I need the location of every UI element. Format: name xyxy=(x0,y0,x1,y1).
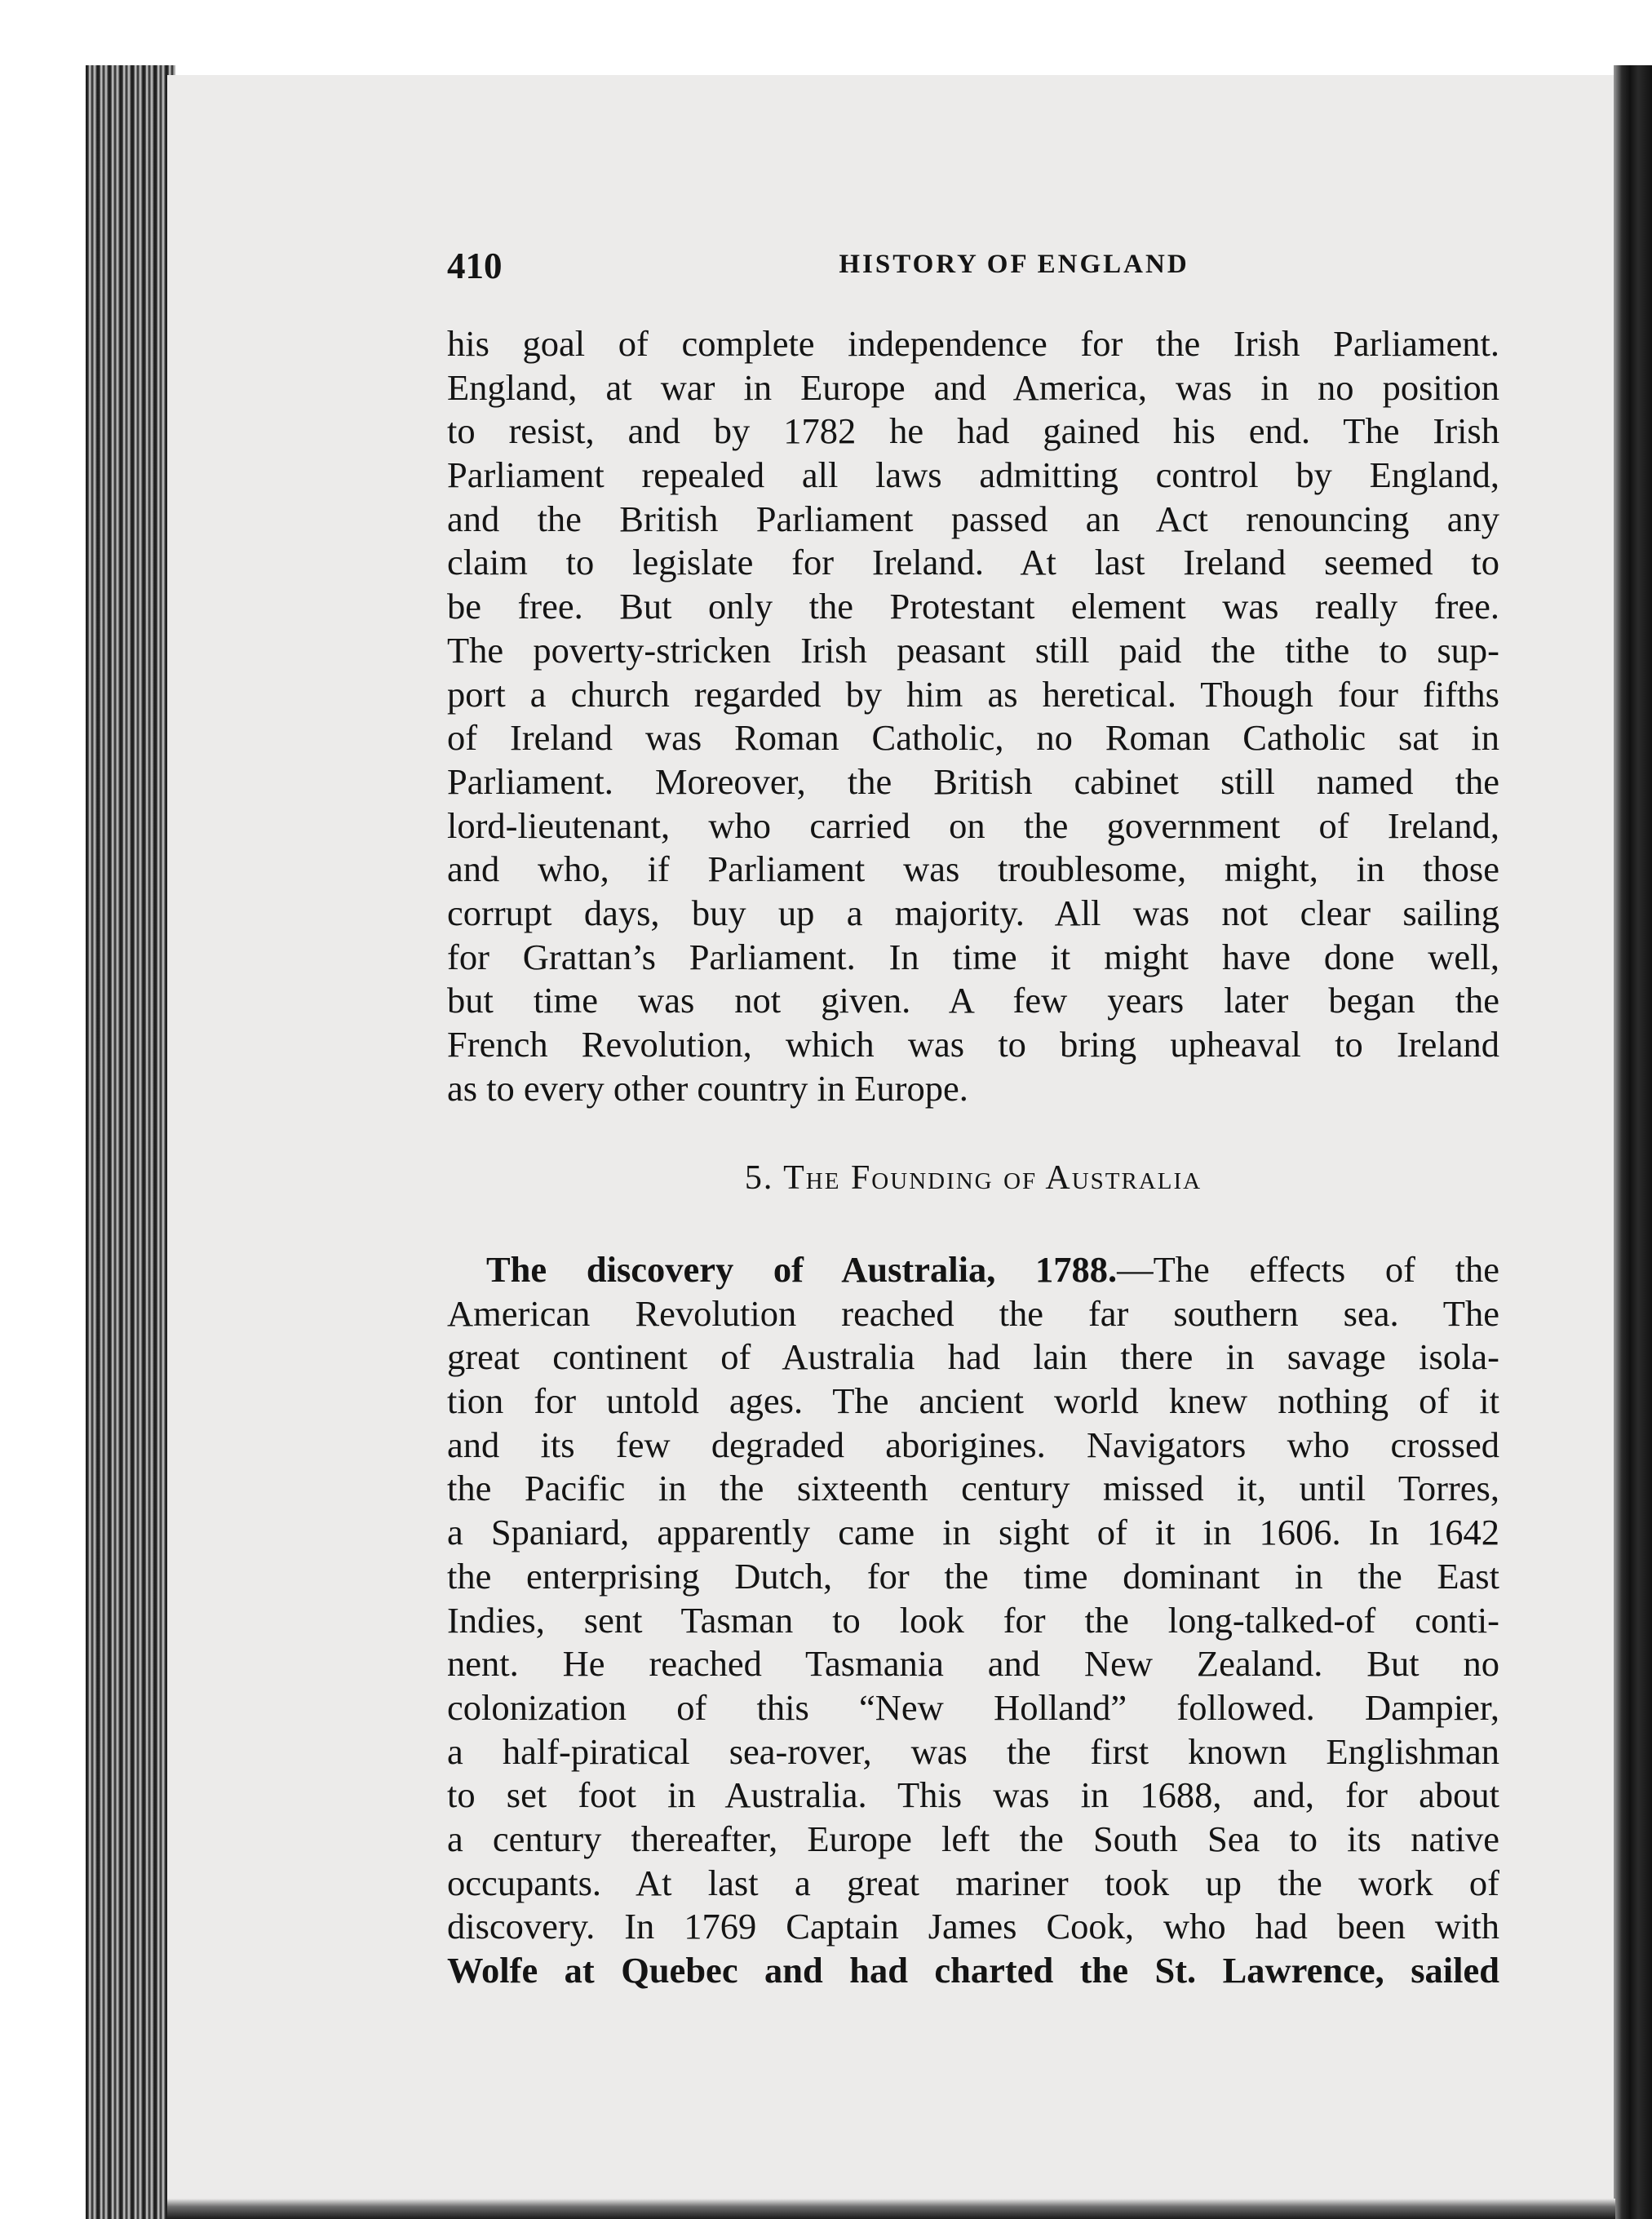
text-line: nent. He reached Tasmania and New Zealand. But no xyxy=(447,1643,1499,1685)
running-head: HISTORY OF ENGLAND xyxy=(839,250,1189,279)
text-line: claim to legislate for Ireland. At last Ireland seemed to xyxy=(447,542,1499,583)
text-line: lord-lieutenant, who carried on the government of Ireland, xyxy=(447,804,1499,846)
text-line: England, at war in Europe and America, was in no position xyxy=(447,366,1499,408)
paragraph-discovery-of-australia xyxy=(447,1248,1499,1993)
paragraph-grattan-parliament xyxy=(447,322,1499,1110)
text-line: of Ireland was Roman Catholic, no Roman Catholic sat in xyxy=(447,717,1499,759)
book-binding-edge xyxy=(86,65,175,2219)
text-line: The poverty-stricken Irish peasant still paid the tithe to sup- xyxy=(447,629,1499,671)
text-line: to set foot in Australia. This was in 1688, and, for about xyxy=(447,1774,1499,1816)
text-line: to resist, and by 1782 he had gained his end. The Irish xyxy=(447,410,1499,452)
text-line: for Grattan’s Parliament. In time it might have done well, xyxy=(447,936,1499,977)
text-line: the enterprising Dutch, for the time dominant in the East xyxy=(447,1555,1499,1597)
text-line: corrupt days, buy up a majority. All was not clear sailing xyxy=(447,892,1499,933)
text-line: great continent of Australia had lain there in savage isola- xyxy=(447,1336,1499,1378)
text-line: the Pacific in the sixteenth century missed it, until Torres, xyxy=(447,1468,1499,1509)
text-line: Parliament. Moreover, the British cabinet still named the xyxy=(447,760,1499,802)
text-line-first xyxy=(447,1248,1499,1292)
text-line: Indies, sent Tasman to look for the long-talked-of conti- xyxy=(447,1599,1499,1641)
text-line: and its few degraded aborigines. Navigators who crossed xyxy=(447,1424,1499,1465)
text-line: port a church regarded by him as heretical. Though four fifths xyxy=(447,673,1499,715)
text-line: a Spaniard, apparently came in sight of it in 1606. In 1642 xyxy=(447,1512,1499,1553)
text-line: occupants. At last a great mariner took up the work of xyxy=(447,1862,1499,1903)
text-line: and the British Parliament passed an Act renouncing any xyxy=(447,498,1499,539)
text-line: American Revolution reached the far southern sea. The xyxy=(447,1292,1499,1334)
section-heading: 5. The Founding of Australia xyxy=(744,1159,1202,1197)
text-line: his goal of complete independence for the Irish Parliament. xyxy=(447,323,1499,364)
text-line: and who, if Parliament was troublesome, might, in those xyxy=(447,848,1499,890)
text-line-rest: —The effects of the xyxy=(1117,1249,1499,1290)
text-line: but time was not given. A few years later began the xyxy=(447,980,1499,1021)
text-line: a century thereafter, Europe left the South Sea to its native xyxy=(447,1818,1499,1859)
text-line: tion for untold ages. The ancient world knew nothing of it xyxy=(447,1380,1499,1422)
page-number: 410 xyxy=(447,246,503,286)
scan-margin xyxy=(0,0,88,2219)
text-line: Parliament repealed all laws admitting control by England, xyxy=(447,454,1499,496)
text-line: French Revolution, which was to bring upheaval to Ireland xyxy=(447,1024,1499,1065)
right-page-edge xyxy=(1614,65,1652,2219)
text-line: a half-piratical sea-rover, was the first known Englishman xyxy=(447,1730,1499,1772)
page-header xyxy=(447,245,1532,294)
bottom-page-edge xyxy=(167,2199,1615,2219)
run-in-heading: The discovery of Australia, 1788. xyxy=(486,1249,1118,1290)
text-line: colonization of this “New Holland” followed. Dampier, xyxy=(447,1686,1499,1728)
text-line: Wolfe at Quebec and had charted the St. Lawrence, sailed xyxy=(447,1950,1499,1991)
text-line: discovery. In 1769 Captain James Cook, who had been with xyxy=(447,1906,1499,1947)
text-line: as to every other country in Europe. xyxy=(447,1067,968,1109)
text-line: be free. But only the Protestant element was really free. xyxy=(447,586,1499,627)
